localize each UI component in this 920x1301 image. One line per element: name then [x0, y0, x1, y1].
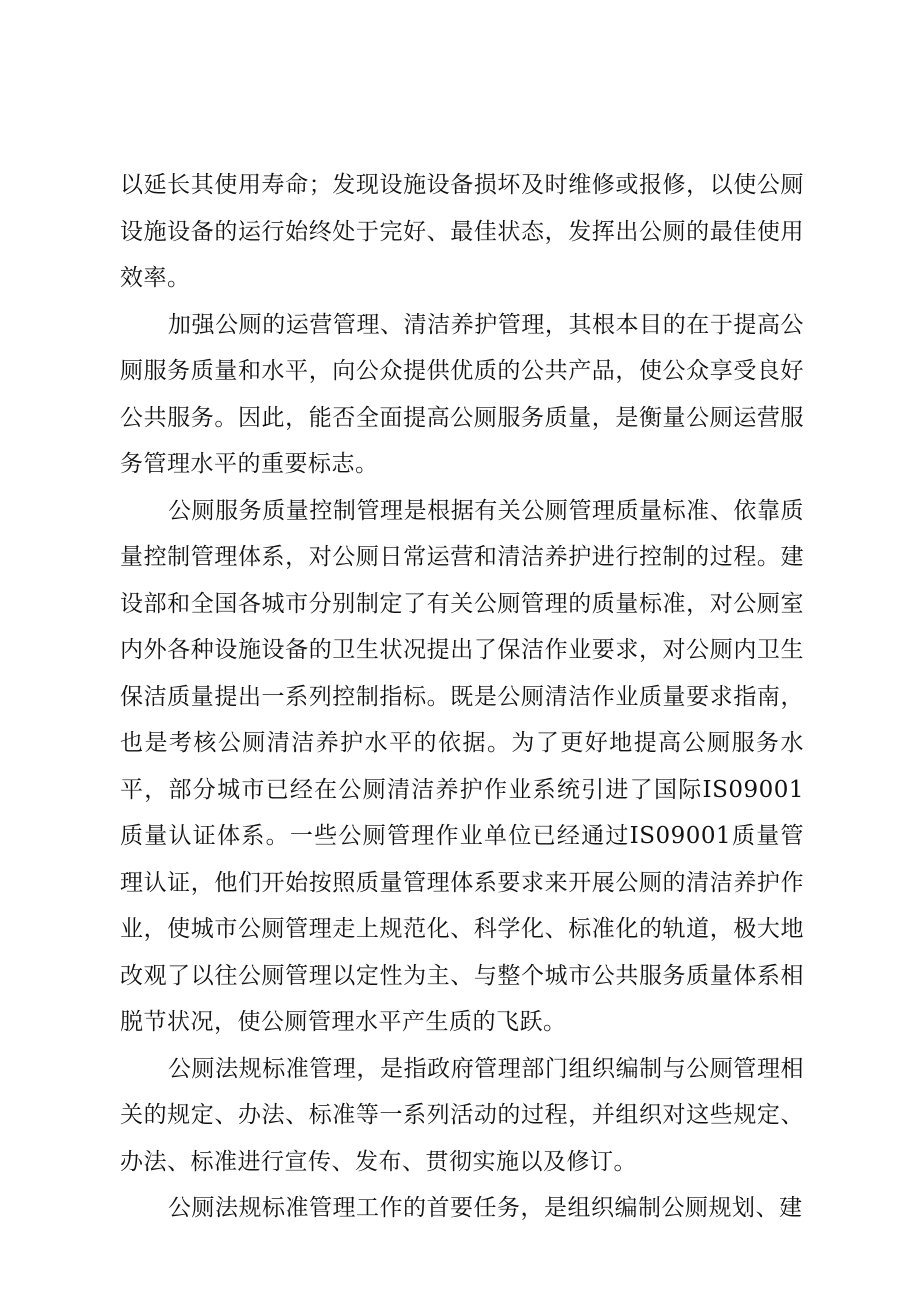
paragraph-4: 公厕法规标准管理，是指政府管理部门组织编制与公厕管理相关的规定、办法、标准等一系列活动的过程，并组织对这些规定、办法、标准进行宣传、发布、贯彻实施以及修订。 — [120, 1055, 804, 1175]
paragraph-5: 公厕法规标准管理工作的首要任务，是组织编制公厕规划、建 — [168, 1195, 803, 1221]
paragraph-3: 公厕服务质量控制管理是根据有关公厕管理质量标准、依靠质量控制管理体系，对公厕日常运营和清洁养护进行控制的过程。建设部和全国各城市分别制定了有关公厕管理的质量标准，对公厕室内外各种设施设备的卫生状况提出了保洁作业要求，对公厕内卫生保洁质量提出一系列控制指标。既是公厕清洁作业质量要求指南，也是考核公厕清洁养护水平的依据。为了更好地提高公厕服务水平，部分城市已经在公厕清洁养护作业系统引进了国际IS09001质量认证体系。一些公厕管理作业单位已经通过IS09001质量管理认证，他们开始按照质量管理体系要求来开展公厕的清洁养护作业，使城市公厕管理走上规范化、科学化、标准化的轨道，极大地改观了以往公厕管理以定性为主、与整个城市公共服务质量体系相脱节状况，使公厕管理水平产生质的飞跃。 — [120, 497, 804, 1035]
paragraph-1: 以延长其使用寿命；发现设施设备损坏及时维修或报修，以使公厕设施设备的运行始终处于完好、最佳状态，发挥出公厕的最佳使用效率。 — [120, 172, 804, 291]
document-body — [120, 162, 804, 1232]
paragraph-2: 加强公厕的运营管理、清洁养护管理，其根本目的在于提高公厕服务质量和水平，向公众提供优质的公共产品，使公众享受良好公共服务。因此，能否全面提高公厕服务质量，是衡量公厕运营服务管理水平的重要标志。 — [120, 311, 804, 477]
